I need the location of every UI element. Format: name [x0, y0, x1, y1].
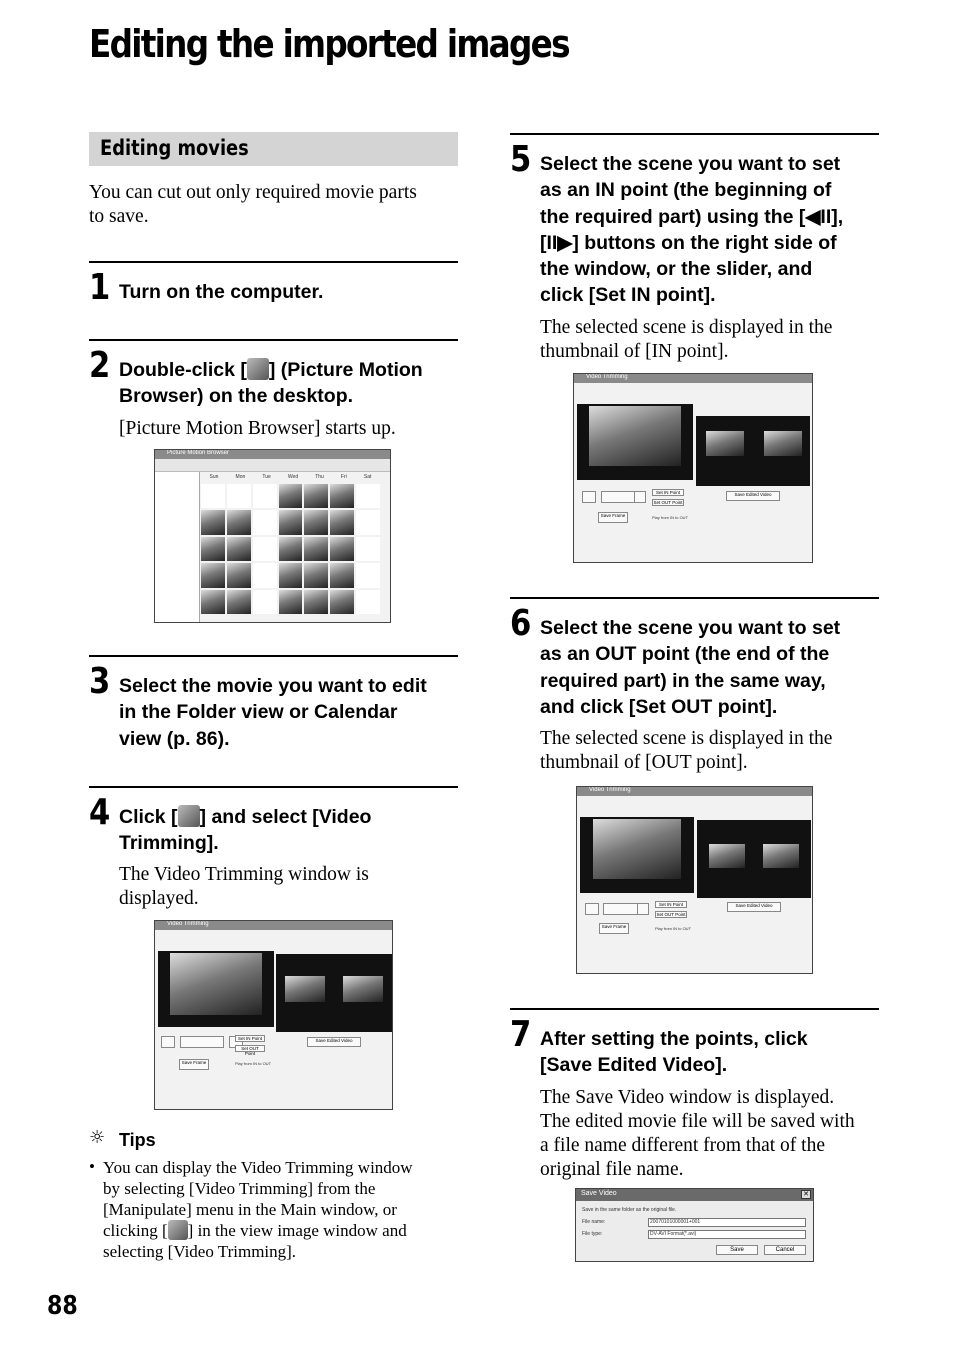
- intro-text: You can cut out only required movie parts to save.: [89, 182, 417, 227]
- picture-motion-browser-icon: [247, 358, 269, 380]
- page-title: Editing the imported images: [89, 22, 569, 66]
- divider: [510, 133, 879, 135]
- step-number: 2: [89, 345, 111, 386]
- page-number: 88: [47, 1291, 78, 1321]
- section-title: Editing movies: [100, 136, 249, 160]
- divider: [89, 655, 458, 657]
- step-4-body: The Video Trimming window is displayed.: [119, 864, 369, 909]
- section-header: [89, 132, 458, 166]
- divider: [89, 786, 458, 788]
- step-number: 1: [89, 267, 111, 308]
- step-4-heading: Click [ ] and select [Video Trimming].: [119, 806, 372, 855]
- tips-icon: ☼: [89, 1127, 106, 1148]
- video-trimming-in-point-screenshot: Video Trimming Set IN Point Set OUT Point Save Edited Video Save Frame Play from IN to OUT: [573, 373, 813, 563]
- step-number: 4: [89, 792, 111, 833]
- step-number: 6: [510, 603, 532, 644]
- tips-text: You can display the Video Trimming window by selecting [Video Trimming] from the [Manipulate] menu in the Main window, or clicking [ ] in the view image window and selecting [Video Trimming].: [103, 1158, 413, 1261]
- tips-bullet: •: [89, 1157, 95, 1176]
- step-number: 3: [89, 661, 111, 702]
- video-trimming-screenshot: Video Trimming Set IN Point Set OUT Point Save Edited Video Save Frame Play from IN to OUT: [154, 920, 393, 1110]
- step-6-heading: Select the scene you want to set as an OUT point (the end of the required part) in the same way, and click [Set OUT point].: [540, 617, 841, 718]
- video-trimming-icon: [168, 1220, 188, 1240]
- save-video-dialog-screenshot: Save Video ✕ Save in the same folder as the original file. File name: 20070101000001+001 File type: DV-AVI Format(*.avi) Save Cancel: [575, 1188, 814, 1262]
- divider: [89, 339, 458, 341]
- divider: [89, 261, 458, 263]
- divider: [510, 1008, 879, 1010]
- step-3-heading: Select the movie you want to edit in the Folder view or Calendar view (p. 86).: [119, 675, 427, 750]
- step-6-body: The selected scene is displayed in the thumbnail of [OUT point].: [540, 728, 833, 773]
- tips-label: Tips: [119, 1130, 156, 1150]
- picture-motion-browser-screenshot: Picture Motion Browser Sun Mon Tue Wed Thu Fri Sat: [154, 449, 391, 623]
- step-7-heading: After setting the points, click [Save Edited Video].: [540, 1028, 808, 1077]
- step-5-body: The selected scene is displayed in the thumbnail of [IN point].: [540, 317, 833, 362]
- divider: [510, 597, 879, 599]
- step-number: 7: [510, 1014, 532, 1055]
- step-1-heading: Turn on the computer.: [119, 281, 324, 303]
- step-2-heading: Double-click [ ] (Picture Motion Browser) on the desktop.: [119, 359, 423, 408]
- step-5-heading: Select the scene you want to set as an IN point (the beginning of the required part) using the [◀II], [II▶] buttons on the right side of the window, or the slider, and click [Set IN point].: [540, 153, 844, 307]
- step-7-body: The Save Video window is displayed. The edited movie file will be saved with a file name different from that of the original file name.: [540, 1087, 855, 1180]
- video-trimming-icon: [178, 805, 200, 827]
- video-trimming-out-point-screenshot: Video Trimming Set IN Point Set OUT Point Save Edited Video Save Frame Play from IN to OUT: [576, 786, 813, 974]
- step-number: 5: [510, 139, 532, 180]
- step-2-body: [Picture Motion Browser] starts up.: [119, 418, 396, 439]
